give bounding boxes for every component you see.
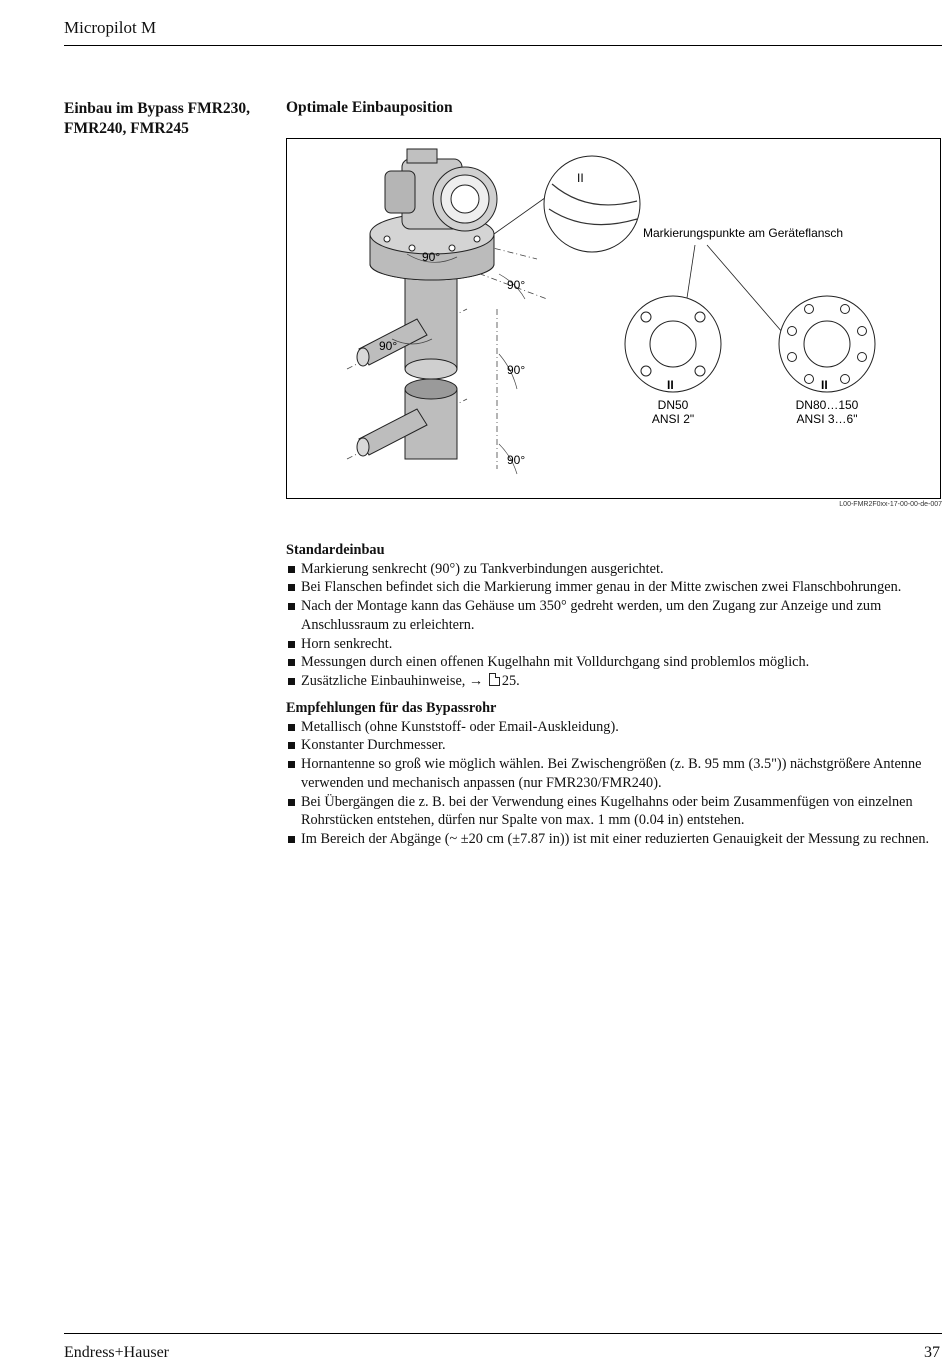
list-item: Markierung senkrecht (90°) zu Tankverbindungen ausgerichtet.: [286, 560, 946, 579]
flange-dn80-150: [779, 296, 875, 426]
list-item: Bei Übergängen die z. B. bei der Verwendung eines Kugelhahns oder beim Zusammenfügen von einzelnen Rohrstücken entstehen, dürfen nur Spalte von max. 1 mm (0.04 in) entstehen.: [286, 793, 946, 830]
footer-divider: [64, 1333, 942, 1334]
header-divider: [64, 45, 942, 46]
flange-dn80-mark: II: [821, 378, 828, 392]
figure-heading: Optimale Einbauposition: [286, 99, 453, 116]
xref-text: Zusätzliche Einbauhinweise, →: [301, 672, 484, 689]
flange-dn50-ansi: ANSI 2": [651, 412, 695, 426]
section-bypass: [286, 699, 946, 849]
flange-dn50: [625, 296, 721, 426]
flange-dn80-label: DN80…150: [795, 398, 859, 412]
callout-markierung: Markierungspunkte am Geräteflansch: [643, 226, 844, 240]
flange-dn50-mark: II: [667, 378, 674, 392]
zoom-mark-symbol: II: [577, 171, 584, 185]
angle-label-flange: 90°: [422, 250, 441, 264]
flange-dn50-label: DN50: [657, 398, 689, 412]
standardeinbau-list: [286, 560, 946, 691]
list-item: [286, 672, 946, 691]
list-item: Messungen durch einen offenen Kugelhahn mit Volldurchgang sind problemlos möglich.: [286, 653, 946, 672]
xref-page-link[interactable]: 25.: [501, 672, 520, 689]
running-header: Micropilot M: [64, 18, 157, 37]
list-item: Horn senkrecht.: [286, 635, 946, 654]
angle-label-pipe: 90°: [379, 339, 398, 353]
list-item: Konstanter Durchmesser.: [286, 736, 946, 755]
page-ref-icon: [489, 673, 500, 686]
page-number: 37: [924, 1344, 940, 1361]
bypass-list: [286, 718, 946, 849]
list-item: Hornantenne so groß wie möglich wählen. Bei Zwischengrößen (z. B. 95 mm (3.5")) nächstgrößere Antenne verwenden und mechanisch anpassen (nur FMR230/FMR240).: [286, 755, 946, 792]
device-housing: [385, 149, 497, 231]
angle-label-middle: 90°: [507, 363, 526, 377]
bypass-pipe: [357, 259, 457, 459]
list-item: Im Bereich der Abgänge (~ ±20 cm (±7.87 in)) ist mit einer reduzierten Genauigkeit der Messung zu rechnen.: [286, 830, 946, 849]
section-heading-line-2: FMR240, FMR245: [64, 120, 189, 137]
list-item: Metallisch (ohne Kunststoff- oder Email-Auskleidung).: [286, 718, 946, 737]
section-standardeinbau: [286, 541, 946, 691]
angle-label-upper: 90°: [507, 278, 526, 292]
zoom-detail: [494, 156, 640, 252]
bypass-title: Empfehlungen für das Bypassrohr: [286, 700, 497, 716]
standardeinbau-title: Standardeinbau: [286, 542, 385, 558]
section-heading: [64, 99, 264, 139]
installation-drawing: [287, 139, 940, 498]
figure-code: L00-FMR2F0xx-17-00-00-de-007: [839, 501, 942, 508]
footer-brand: Endress+Hauser: [64, 1344, 169, 1361]
installation-figure: [286, 138, 941, 499]
angle-label-lower: 90°: [507, 453, 526, 467]
flange-dn80-ansi: ANSI 3…6": [796, 412, 858, 426]
section-heading-line-1: Einbau im Bypass FMR230,: [64, 100, 251, 117]
list-item: Nach der Montage kann das Gehäuse um 350° gedreht werden, um den Zugang zur Anzeige und zum Anschlussraum zu erleichtern.: [286, 597, 946, 634]
list-item: Bei Flanschen befindet sich die Markierung immer genau in der Mitte zwischen zwei Flanschbohrungen.: [286, 578, 946, 597]
